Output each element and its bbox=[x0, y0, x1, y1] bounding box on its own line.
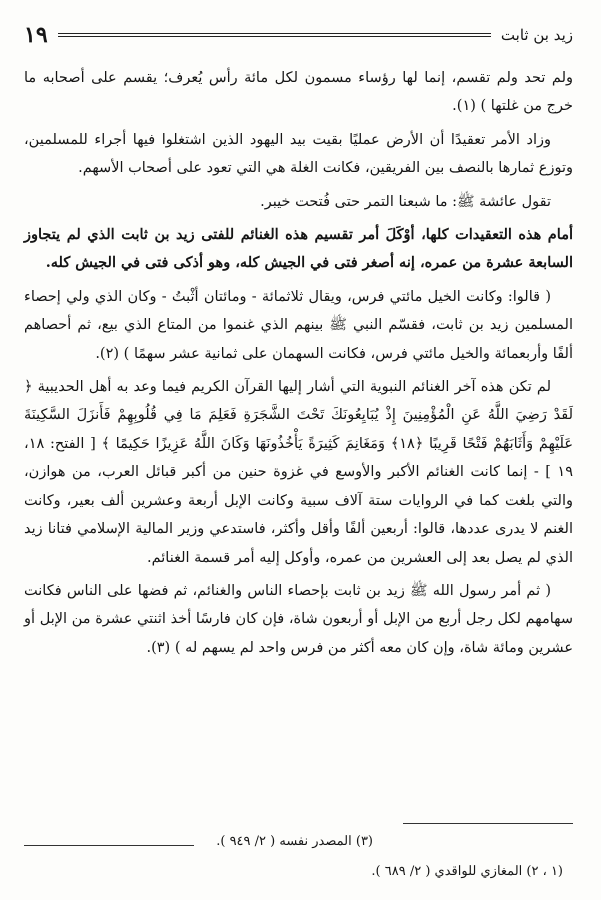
footnote: (١ ، ٢) المغازي للواقدي ( ٢/ ٦٨٩ ). bbox=[371, 864, 563, 879]
paragraph: لم تكن هذه آخر الغنائم النبوية التي أشار إليها القرآن الكريم فيما وعد به أهل الحديبية ﴿ لَقَدْ رَضِيَ اللَّهُ عَنِ الْمُؤْمِنِينَ إِذْ يُبَايِعُونَكَ تَحْتَ الشَّجَرَةِ فَعَلِمَ مَا فِي قُلُوبِهِمْ فَأَنزَلَ السَّكِينَةَ عَلَيْهِمْ وَأَثَابَهُمْ فَتْحًا قَرِيبًا ﴿١٨﴾ وَمَغَانِمَ كَثِيرَةً يَأْخُذُونَهَا وَكَانَ اللَّهُ عَزِيزًا حَكِيمًا ﴾ [ الفتح: ١٨، ١٩ ] - إنما كانت الغنائم الأكبر والأوسع في غزوة حنين من أكبر قبائل العرب، من هوازن، والتي بلغت كما في الروايات ستة آلاف سبية وكانت الإبل أربعة وعشرين ألف بعير، وكانت الغنم لا يدرى عددها، قالوا: أربعين ألفًا وأقل وأكثر، فاستدعي وزير المالية الإسلامي فتانا زيد الذي لم يصل بعد إلى العشرين من عمره، وأوكل إليه أمر قسمة الغنائم. bbox=[24, 379, 573, 566]
paragraph: وزاد الأمر تعقيدًا أن الأرض عمليًا بقيت بيد اليهود الذين اشتغلوا فيها أجراء للمسلمين، وتوزع ثمارها بالنصف بين الفريقين، فكانت الغلة هي التي تعود على أصحاب الأسهم. bbox=[24, 131, 573, 177]
paragraph: تقول عائشة ﷺ: ما شبعنا التمر حتى فُتحت خيبر. bbox=[260, 193, 551, 210]
running-title: زيد بن ثابت bbox=[500, 26, 573, 44]
header-rule bbox=[58, 33, 491, 37]
footnote-rule bbox=[403, 823, 573, 824]
paragraph-quote: ( قالوا: وكانت الخيل مائتي فرس، ويقال ثلاثمائة - ومائتان أثْبتُ - وكان الذي ولي إحصاء المسلمين زيد بن ثابت، فقسّم النبي ﷺ بينهم الذي غنموا من المتاع الذي بيع، ثم أحصاهم ألفًا وأربعمائة والخيل مائتي فرس، فكانت السهمان على ثمانية عشر سهمًا ) (٢). bbox=[24, 288, 573, 362]
main-text bbox=[24, 64, 573, 662]
paragraph-quote: ( ثم أمر رسول الله ﷺ زيد بن ثابت بإحصاء الناس والغنائم، ثم فضها على الناس فكانت سهامهم لكل رجل أربع من الإبل أو أربعون شاة، فإن كان فارسًا أخذ اثنتي عشرة من الإبل أو عشرين ومائة شاة، وإن كان معه أكثر من فرس واحد لم يسهم له ) (٣). bbox=[24, 582, 573, 656]
paragraph-bold: أمام هذه التعقيدات كلها، أوْكَلَ أمر تقسيم هذه الغنائم للفتى زيد بن ثابت الذي لم يتجاوز السابعة عشرة من عمره، إنه أصغر فتى في الجيش كله، وهو أذكى فتى في الجيش كله. bbox=[24, 226, 573, 272]
footnote: (٣) المصدر نفسه ( ٢/ ٩٤٩ ). bbox=[216, 834, 373, 849]
page-number: ١٩ bbox=[24, 22, 48, 48]
footnotes bbox=[24, 823, 573, 884]
page-header bbox=[24, 18, 573, 52]
footnote-rule bbox=[24, 845, 194, 846]
paragraph: ولم تحد ولم تقسم، إنما لها رؤساء مسمون لكل مائة رأس يُعرف؛ يقسم على أصحابه ما خرج من غلتها ) (١). bbox=[24, 70, 573, 115]
